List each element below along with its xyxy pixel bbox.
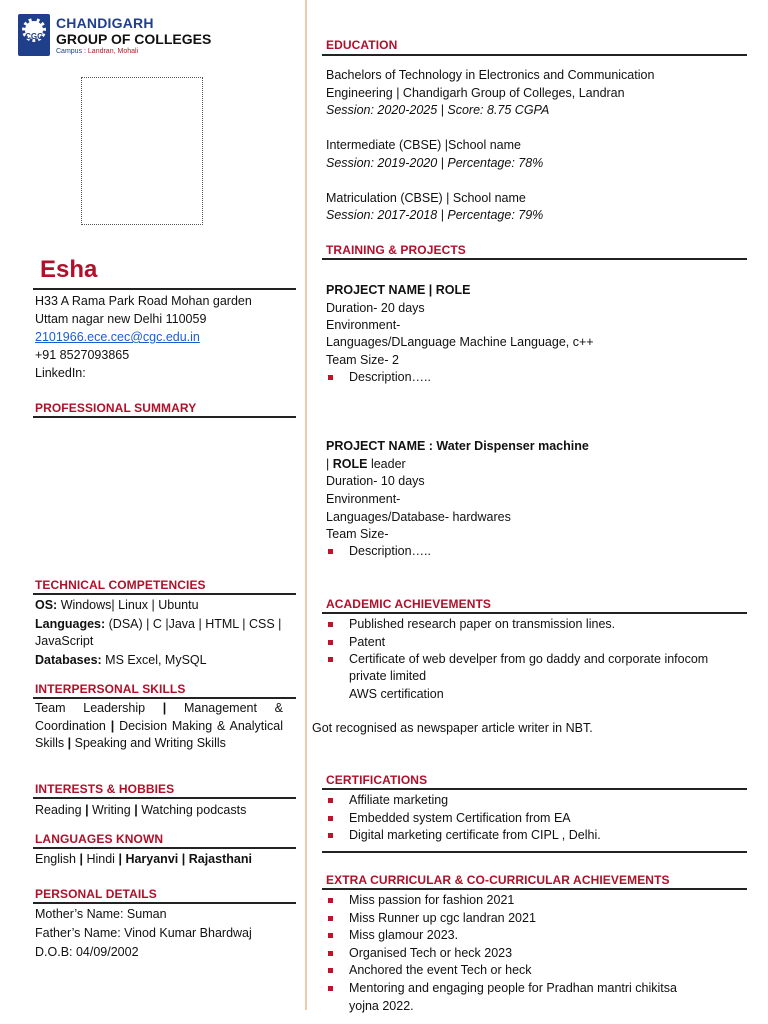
extra-curricular-rule bbox=[322, 888, 747, 890]
academic-list bbox=[326, 616, 708, 669]
project2-role bbox=[326, 455, 406, 473]
btech-line-1: Bachelors of Technology in Electronics and Communication bbox=[326, 68, 655, 82]
project2-role-prefix: | bbox=[326, 457, 333, 471]
skill-item: Management & Coordination bbox=[35, 701, 283, 733]
academic-note: Got recognised as newspaper article writer in NBT. bbox=[312, 721, 593, 735]
project2-role-label: ROLE bbox=[332, 457, 368, 471]
interest-item: Watching podcasts bbox=[141, 803, 247, 817]
project2-languages: Languages/Database- hardwares bbox=[326, 510, 511, 524]
list-item: Miss passion for fashion 2021 bbox=[326, 892, 677, 910]
matriculation-session: Session: 2017-2018 | Percentage: 79% bbox=[326, 208, 544, 222]
skill-item: Speaking and Writing Skills bbox=[74, 736, 226, 750]
phone: +91 8527093865 bbox=[35, 348, 130, 362]
interests-heading: INTERESTS & HOBBIES bbox=[35, 782, 175, 796]
languages-line-2: JavaScript bbox=[35, 634, 94, 648]
extra-curricular-list bbox=[326, 892, 677, 997]
logo-line1: CHANDIGARH bbox=[56, 15, 154, 31]
interests-list: Reading | Writing | Watching podcasts bbox=[35, 803, 247, 817]
interpersonal-skills-list: Team Leadership | Management & Coordination | Decision Making & Analytical Skills | Speaking and Writing Skills bbox=[35, 701, 283, 750]
list-item: Embedded system Certification from EA bbox=[326, 810, 601, 828]
list-item: Affiliate marketing bbox=[326, 792, 601, 810]
languages-line bbox=[35, 615, 281, 633]
education-rule bbox=[322, 54, 747, 56]
list-item: Anchored the event Tech or heck bbox=[326, 962, 677, 980]
extra-curricular-heading: EXTRA CURRICULAR & CO-CURRICULAR ACHIEVEMENTS bbox=[326, 873, 670, 887]
academic-item-continuation: private limited bbox=[349, 669, 427, 683]
professional-summary-rule bbox=[33, 416, 296, 418]
logo-campus-label: Campus : bbox=[56, 48, 88, 55]
skill-item: Team Leadership bbox=[35, 701, 146, 715]
intermediate-session: Session: 2019-2020 | Percentage: 78% bbox=[326, 156, 544, 170]
logo-line2: GROUP OF COLLEGES bbox=[56, 31, 212, 47]
list-item: Organised Tech or heck 2023 bbox=[326, 945, 677, 963]
list-item: Miss glamour 2023. bbox=[326, 927, 677, 945]
address-line-1: H33 A Rama Park Road Mohan garden bbox=[35, 294, 252, 308]
databases-line bbox=[35, 651, 207, 669]
personal-details-heading: PERSONAL DETAILS bbox=[35, 887, 157, 901]
language-item: Hindi bbox=[86, 852, 115, 866]
mother-name: Mother’s Name: Suman bbox=[35, 907, 167, 921]
lang-value: (DSA) | C |Java | HTML | CSS | bbox=[105, 617, 282, 631]
interpersonal-rule bbox=[33, 697, 296, 699]
column-divider bbox=[305, 0, 307, 1010]
btech-line-2: Engineering | Chandigarh Group of Colleges, Landran bbox=[326, 86, 625, 100]
project2-bullets bbox=[326, 543, 431, 561]
certifications-rule bbox=[322, 788, 747, 790]
list-item: Description….. bbox=[326, 543, 431, 561]
project1-team-size: Team Size- 2 bbox=[326, 353, 399, 367]
linkedin: LinkedIn: bbox=[35, 366, 86, 380]
languages-known-rule bbox=[33, 847, 296, 849]
list-item: Mentoring and engaging people for Pradhan mantri chikitsa bbox=[326, 980, 677, 998]
os-label: OS: bbox=[35, 598, 58, 612]
father-name: Father’s Name: Vinod Kumar Bhardwaj bbox=[35, 926, 252, 940]
project2-role-value: leader bbox=[367, 457, 406, 471]
skill-item: Decision Making & Analytical Skills bbox=[35, 718, 283, 750]
languages-known-heading: LANGUAGES KNOWN bbox=[35, 832, 164, 846]
academic-item-aws: AWS certification bbox=[349, 687, 444, 701]
certifications-heading: CERTIFICATIONS bbox=[326, 773, 428, 787]
project1-languages: Languages/DLanguage Machine Language, c++ bbox=[326, 335, 594, 349]
college-logo bbox=[18, 14, 268, 60]
project2-duration: Duration- 10 days bbox=[326, 474, 425, 488]
date-of-birth: D.O.B: 04/09/2002 bbox=[35, 945, 139, 959]
project2-team-size: Team Size- bbox=[326, 527, 389, 541]
list-item: Patent bbox=[326, 634, 708, 652]
language-item: Haryanvi bbox=[125, 852, 179, 866]
extra-item-continuation: yojna 2022. bbox=[349, 999, 414, 1013]
interest-item: Writing bbox=[92, 803, 131, 817]
project2-environment: Environment- bbox=[326, 492, 401, 506]
logo-campus-value: Landran, Mohali bbox=[87, 48, 139, 55]
project2-title: PROJECT NAME : Water Dispenser machine bbox=[326, 439, 589, 453]
list-item: Published research paper on transmission lines. bbox=[326, 616, 708, 634]
interests-rule bbox=[33, 797, 296, 799]
language-item: Rajasthani bbox=[188, 852, 252, 866]
project1-bullets bbox=[326, 369, 431, 387]
interest-item: Reading bbox=[35, 803, 82, 817]
db-label: Databases: bbox=[35, 653, 102, 667]
certifications-bottom-rule bbox=[322, 851, 747, 853]
technical-heading: TECHNICAL COMPETENCIES bbox=[35, 578, 206, 592]
logo-badge-text: CGC bbox=[25, 32, 43, 41]
intermediate: Intermediate (CBSE) |School name bbox=[326, 138, 522, 152]
list-item: Description….. bbox=[326, 369, 431, 387]
education-heading: EDUCATION bbox=[326, 38, 398, 52]
language-item: English bbox=[35, 852, 76, 866]
lang-label: Languages: bbox=[35, 617, 106, 631]
matriculation: Matriculation (CBSE) | School name bbox=[326, 191, 526, 205]
list-item: Digital marketing certificate from CIPL , Delhi. bbox=[326, 827, 601, 845]
project1-duration: Duration- 20 days bbox=[326, 301, 425, 315]
db-value: MS Excel, MySQL bbox=[101, 653, 207, 667]
project1-title: PROJECT NAME | ROLE bbox=[326, 283, 471, 297]
os-value: Windows| Linux | Ubuntu bbox=[57, 598, 199, 612]
training-rule bbox=[322, 258, 747, 260]
logo-badge-icon bbox=[18, 14, 50, 56]
project1-environment: Environment- bbox=[326, 318, 401, 332]
logo-campus bbox=[56, 48, 138, 55]
training-heading: TRAINING & PROJECTS bbox=[326, 243, 466, 257]
technical-rule bbox=[33, 593, 296, 595]
personal-details-rule bbox=[33, 902, 296, 904]
academic-rule bbox=[322, 612, 747, 614]
btech-session: Session: 2020-2025 | Score: 8.75 CGPA bbox=[326, 103, 550, 117]
os-line bbox=[35, 596, 199, 614]
interpersonal-heading: INTERPERSONAL SKILLS bbox=[35, 682, 186, 696]
certifications-list bbox=[326, 792, 601, 845]
address-line-2: Uttam nagar new Delhi 110059 bbox=[35, 312, 207, 326]
name-rule bbox=[33, 288, 296, 290]
email-link[interactable]: 2101966.ece.cec@cgc.edu.in bbox=[35, 330, 200, 344]
photo-placeholder bbox=[81, 77, 203, 225]
list-item: Miss Runner up cgc landran 2021 bbox=[326, 910, 677, 928]
list-item: Certificate of web develper from go daddy and corporate infocom bbox=[326, 651, 708, 669]
academic-heading: ACADEMIC ACHIEVEMENTS bbox=[326, 597, 491, 611]
languages-known-list: English | Hindi | Haryanvi | Rajasthani bbox=[35, 852, 252, 866]
candidate-name: Esha bbox=[40, 256, 98, 283]
professional-summary-heading: PROFESSIONAL SUMMARY bbox=[35, 401, 197, 415]
